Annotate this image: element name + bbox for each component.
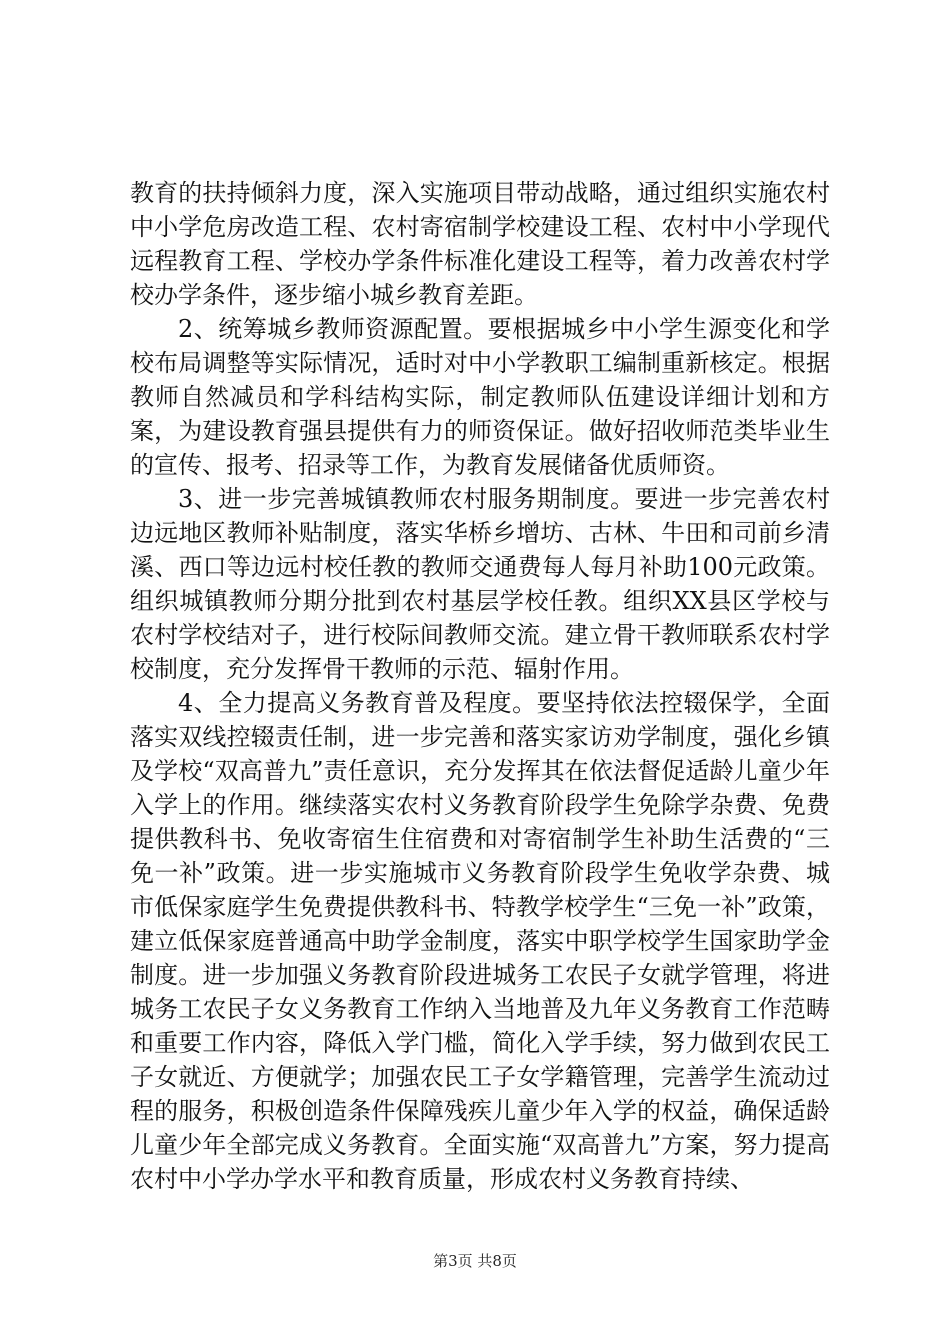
page-footer: 第3页 共8页: [433, 1252, 517, 1270]
paragraph-item-3: 3、进一步完善城镇教师农村服务期制度。要进一步完善农村边远地区教师补贴制度，落实华桥乡增坊、古林、牛田和司前乡清溪、西口等边远村校任教的教师交通费每人每月补助100元政策。组织城镇教师分期分批到农村基层学校任教。组织XX县区学校与农村学校结对子，进行校际间教师交流。建立骨干教师联系农村学校制度，充分发挥骨干教师的示范、辐射作用。: [130, 485, 830, 683]
document-body: [130, 176, 830, 1196]
paragraph-continuation: 教育的扶持倾斜力度，深入实施项目带动战略，通过组织实施农村中小学危房改造工程、农村寄宿制学校建设工程、农村中小学现代远程教育工程、学校办学条件标准化建设工程等，着力改善农村学校办学条件，逐步缩小城乡教育差距。: [130, 179, 830, 309]
paragraph-item-4: 4、全力提高义务教育普及程度。要坚持依法控辍保学，全面落实双线控辍责任制，进一步完善和落实家访劝学制度，强化乡镇及学校“双高普九”责任意识，充分发挥其在依法督促适龄儿童少年入学上的作用。继续落实农村义务教育阶段学生免除学杂费、免费提供教科书、免收寄宿生住宿费和对寄宿制学生补助生活费的“三免一补”政策。进一步实施城市义务教育阶段学生免收学杂费、城市低保家庭学生免费提供教科书、特教学校学生“三免一补”政策，建立低保家庭普通高中助学金制度，落实中职学校学生国家助学金制度。进一步加强义务教育阶段进城务工农民子女就学管理，将进城务工农民子女义务教育工作纳入当地普及九年义务教育工作范畴和重要工作内容，降低入学门槛，简化入学手续，努力做到农民工子女就近、方便就学；加强农民工子女学籍管理，完善学生流动过程的服务，积极创造条件保障残疾儿童少年入学的权益，确保适龄儿童少年全部完成义务教育。全面实施“双高普九”方案，努力提高农村中小学办学水平和教育质量，形成农村义务教育持续、: [130, 689, 830, 1193]
paragraph-item-2: 2、统筹城乡教师资源配置。要根据城乡中小学生源变化和学校布局调整等实际情况，适时对中小学教职工编制重新核定。根据教师自然减员和学科结构实际，制定教师队伍建设详细计划和方案，为建设教育强县提供有力的师资保证。做好招收师范类毕业生的宣传、报考、招录等工作，为教育发展储备优质师资。: [130, 315, 830, 479]
